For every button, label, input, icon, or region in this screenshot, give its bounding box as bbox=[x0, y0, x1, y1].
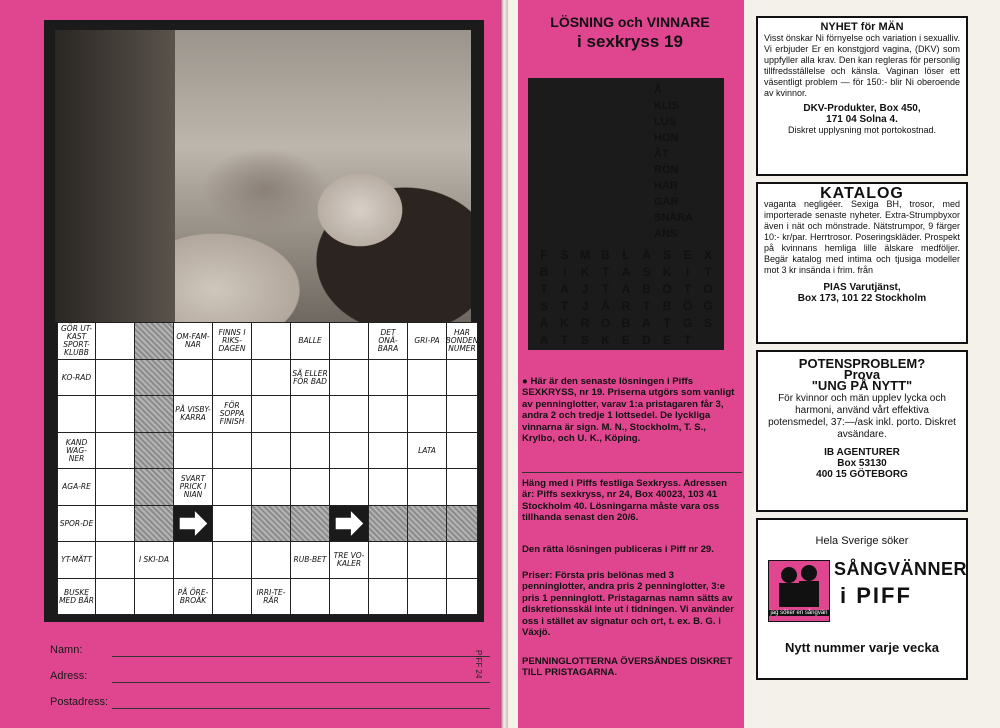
solution-letter: Ö bbox=[682, 299, 693, 313]
name-line[interactable] bbox=[112, 656, 490, 657]
postal-line[interactable] bbox=[112, 708, 490, 709]
crossword-clue: BALLE bbox=[290, 322, 330, 360]
crossword-clue: GRI-PA bbox=[407, 322, 447, 360]
crossword-cell[interactable] bbox=[290, 505, 330, 542]
crossword-cell[interactable] bbox=[407, 395, 447, 433]
arrow-right-icon bbox=[329, 505, 369, 542]
solution-letter: S bbox=[703, 316, 712, 330]
solution-letter: S bbox=[662, 248, 671, 262]
ad-nyhet-addr2: 171 04 Solna 4. bbox=[826, 114, 898, 125]
ad-sangvanner-title2: i PIFF bbox=[840, 583, 912, 608]
crossword-cell[interactable] bbox=[251, 322, 291, 360]
crossword-cell[interactable] bbox=[407, 505, 447, 542]
photo-image bbox=[55, 30, 471, 322]
solution-word: Å bbox=[654, 84, 662, 96]
name-row[interactable] bbox=[50, 638, 490, 664]
crossword-clue: LATA bbox=[407, 432, 447, 469]
ad-katalog-title: KATALOG bbox=[820, 185, 904, 202]
ad-potens-addr1: IB AGENTURER bbox=[824, 447, 900, 458]
solution-word: ÅT bbox=[654, 148, 669, 160]
solution-letter: T bbox=[601, 265, 610, 279]
solution-paragraph-3: Den rätta lösningen publiceras i Piff nr 29. bbox=[522, 544, 714, 555]
crossword-cell[interactable] bbox=[95, 468, 135, 506]
address-row[interactable] bbox=[50, 664, 490, 690]
crossword-cell[interactable] bbox=[134, 468, 174, 506]
solution-letter: A bbox=[539, 316, 549, 330]
solution-letter: J bbox=[581, 282, 589, 296]
ad-sangvanner bbox=[756, 518, 968, 680]
crossword-cell[interactable] bbox=[446, 432, 478, 469]
crossword-cell[interactable] bbox=[407, 468, 447, 506]
solution-letter: S bbox=[539, 299, 548, 313]
crossword-cell[interactable] bbox=[251, 359, 291, 396]
ad-nyhet-note: Diskret upplysning mot portokostnad. bbox=[787, 125, 937, 135]
solution-letter: I bbox=[685, 265, 690, 279]
crossword-cell[interactable] bbox=[134, 359, 174, 396]
arrow-right-icon bbox=[173, 505, 213, 542]
crossword-cell[interactable] bbox=[173, 432, 213, 469]
crossword-cell[interactable] bbox=[95, 505, 135, 542]
crossword-clue: AGA-RE bbox=[57, 468, 96, 506]
ad-sangvanner-kicker: Hela Sverige söker bbox=[815, 535, 909, 547]
crossword-cell[interactable] bbox=[446, 395, 478, 433]
crossword-cell[interactable] bbox=[329, 468, 369, 506]
crossword-cell[interactable] bbox=[134, 578, 174, 615]
crossword-clue: YT-MÄTT bbox=[57, 541, 96, 579]
crossword-clue: OM-FAM-NAR bbox=[173, 322, 213, 360]
solution-letter: A bbox=[621, 282, 631, 296]
solution-letter: E bbox=[662, 333, 671, 347]
ad-katalog-body: vaganta negligéer. Sexiga BH, trosor, med importerade senaste nyheter. Extra-Strumpbyxor även i nät och mönstrade. Nätstrumpor, 9 färger 10:- kr/par. Herrtrosor. Poseringskläder. Prospekt på kvinnans hemliga lille älskare medföljer. Begär katalog med intima och tjusiga modeller mot 3 kr insända i frim. från bbox=[764, 199, 960, 275]
ad-potens bbox=[756, 350, 968, 512]
crossword-cell[interactable] bbox=[95, 322, 135, 360]
book-spine bbox=[500, 0, 508, 728]
crossword-cell[interactable] bbox=[251, 395, 291, 433]
crossword-grid bbox=[57, 322, 477, 614]
ad-potens-addr2: Box 53130 bbox=[837, 458, 887, 469]
crossword-cell[interactable] bbox=[95, 395, 135, 433]
ad-nyhet bbox=[756, 16, 968, 176]
ad-katalog-addr2: Box 173, 101 22 Stockholm bbox=[797, 293, 927, 304]
crossword-cell[interactable] bbox=[290, 578, 330, 615]
crossword-cell[interactable] bbox=[329, 432, 369, 469]
postal-row[interactable] bbox=[50, 690, 490, 716]
postal-label: Postadress: bbox=[50, 696, 109, 708]
solution-letter: O bbox=[703, 282, 713, 296]
solution-letter: R bbox=[621, 299, 631, 313]
solution-letter: A bbox=[642, 316, 651, 330]
crossword-clue: IRRI-TE-RÄR bbox=[251, 578, 291, 615]
ad-nyhet-title: NYHET för MÄN bbox=[820, 21, 904, 33]
crossword-clue: FÖR SOPPA FINISH bbox=[212, 395, 252, 433]
crossword-cell[interactable] bbox=[329, 578, 369, 615]
solution-letter: G bbox=[703, 299, 713, 313]
solution-letter: L bbox=[622, 248, 630, 262]
crossword-clue: SPOR-DE bbox=[57, 505, 96, 542]
crossword-cell[interactable] bbox=[173, 541, 213, 579]
solution-letter: A bbox=[560, 282, 569, 296]
crossword-cell[interactable] bbox=[368, 432, 408, 469]
solution-letter: A bbox=[621, 265, 631, 279]
crossword-cell[interactable] bbox=[368, 541, 408, 579]
solution-letter: K bbox=[580, 265, 590, 279]
crossword-clue: BUSKE MED BÄR bbox=[57, 578, 96, 615]
solution-letter: T bbox=[704, 265, 712, 279]
solution-letter: K bbox=[601, 333, 610, 347]
crossword-cell[interactable] bbox=[446, 578, 478, 615]
solution-word: KLIS bbox=[654, 100, 680, 112]
solution-letter: S bbox=[642, 265, 651, 279]
solution-letter: K bbox=[560, 316, 569, 330]
crossword-cell[interactable] bbox=[368, 359, 408, 396]
crossword-clue: RUB-BET bbox=[290, 541, 330, 579]
solution-word: RÖN bbox=[654, 164, 679, 176]
crossword-clue: HAR BONDEN NUMER bbox=[446, 322, 478, 360]
sangvanner-logo-text: jag söker en sångvän bbox=[770, 610, 828, 616]
crossword-clue: GÖR UT-KAST SPORT-KLUBB bbox=[57, 322, 96, 360]
solution-letter: S bbox=[580, 333, 589, 347]
crossword-cell[interactable] bbox=[368, 395, 408, 433]
crossword-cell[interactable] bbox=[251, 505, 291, 542]
solution-word: GAR bbox=[654, 196, 679, 208]
crossword-cell[interactable] bbox=[173, 359, 213, 396]
crossword-cell[interactable] bbox=[407, 541, 447, 579]
crossword-clue: KO-RAD bbox=[57, 359, 96, 396]
crossword-cell[interactable] bbox=[329, 359, 369, 396]
crossword-cell[interactable] bbox=[212, 541, 252, 579]
photo-shadow bbox=[55, 30, 175, 322]
ad-katalog-addr1: PIAS Varutjänst, bbox=[823, 282, 901, 293]
crossword-cell[interactable] bbox=[251, 541, 291, 579]
crossword-cell[interactable] bbox=[446, 359, 478, 396]
solution-letter: T bbox=[560, 299, 569, 313]
crossword-cell[interactable] bbox=[368, 578, 408, 615]
crossword-cell[interactable] bbox=[212, 432, 252, 469]
solution-paragraph-1: ● Här är den senaste lösningen i Piffs SEXKRYSS, nr 19. Priserna utgörs som vanligt av penninglotter, varav 1:a pristagaren får 3, andra 2 och tredje 1 lottsedel. De lyckliga vinnarna är sign. M. N., Stockholm, T. S., Krylbo, och U. K., Köping. bbox=[522, 376, 735, 445]
crossword-cell[interactable] bbox=[329, 395, 369, 433]
crossword-cell[interactable] bbox=[95, 432, 135, 469]
crossword-clue: PÅ VISBY-KARRA bbox=[173, 395, 213, 433]
crossword-cell[interactable] bbox=[95, 359, 135, 396]
solution-letter: G bbox=[682, 316, 693, 330]
solution-title-line1: LÖSNING och VINNARE bbox=[550, 14, 710, 30]
solution-word: HON bbox=[654, 132, 679, 144]
sangvanner-logo bbox=[768, 560, 830, 622]
ad-potens-title1: POTENSPROBLEM? bbox=[798, 356, 926, 371]
solution-letter: T bbox=[560, 333, 569, 347]
crossword-clue: TRE VO-KALER bbox=[329, 541, 369, 579]
crossword-cell[interactable] bbox=[251, 432, 291, 469]
ad-nyhet-addr1: DKV-Produkter, Box 450, bbox=[803, 103, 921, 114]
crossword-cell[interactable] bbox=[368, 468, 408, 506]
solution-letter: E bbox=[683, 248, 692, 262]
solution-letter: K bbox=[662, 265, 672, 279]
crossword-cell[interactable] bbox=[251, 468, 291, 506]
solution-letter: X bbox=[703, 248, 712, 262]
crossword-cell[interactable] bbox=[134, 505, 174, 542]
ad-potens-title2: Prova bbox=[843, 367, 881, 382]
crossword-clue: KAND WAG-NER bbox=[57, 432, 96, 469]
crossword-cell[interactable] bbox=[134, 322, 174, 360]
solution-letter: A bbox=[539, 333, 549, 347]
ad-potens-addr3: 400 15 GÖTEBORG bbox=[816, 469, 908, 480]
solution-word: ANS bbox=[654, 228, 678, 240]
solution-letter: T bbox=[642, 299, 651, 313]
entry-form bbox=[50, 638, 490, 716]
solution-letter: T bbox=[683, 333, 692, 347]
crossword-clue: SVART PRICK I NIAN bbox=[173, 468, 213, 506]
ad-potens-body: För kvinnor och män upplev lycka och harmoni, använd vårt effektiva potensmedel, 37:—/ask inkl. porto. Diskret avsändare. bbox=[768, 393, 956, 440]
crossword-clue: FINNS I RIKS-DAGEN bbox=[212, 322, 252, 360]
solution-letter: B bbox=[601, 248, 610, 262]
name-label: Namn: bbox=[50, 644, 83, 656]
solution-word: HAR bbox=[654, 180, 678, 192]
solution-title-line2: i sexkryss 19 bbox=[577, 32, 683, 51]
solution-letter: T bbox=[683, 282, 692, 296]
ad-potens-title3: "UNG PÅ NYTT" bbox=[811, 378, 913, 393]
crossword-cells bbox=[57, 322, 477, 614]
ad-sangvanner-footer: Nytt nummer varje vecka bbox=[785, 640, 939, 655]
solution-title bbox=[530, 14, 730, 52]
crossword-cell[interactable] bbox=[95, 541, 135, 579]
solution-letter: T bbox=[663, 316, 671, 330]
crossword-cell[interactable] bbox=[212, 505, 252, 542]
crossword-cell[interactable] bbox=[329, 322, 369, 360]
solution-letter: T bbox=[540, 282, 548, 296]
crossword-cell[interactable] bbox=[134, 432, 174, 469]
divider bbox=[522, 472, 742, 473]
crossword-clue: DET ONÄ-BARA bbox=[368, 322, 408, 360]
solution-letter: S bbox=[560, 248, 569, 262]
ad-sangvanner-title1: SÅNGVÄNNER bbox=[834, 559, 968, 579]
crossword-cell[interactable] bbox=[212, 468, 252, 506]
solution-letter: D bbox=[642, 333, 651, 347]
solution-letter: Ä bbox=[601, 299, 610, 313]
crossword-cell[interactable] bbox=[446, 468, 478, 506]
ad-katalog bbox=[756, 182, 968, 344]
crossword-cell[interactable] bbox=[446, 505, 478, 542]
crossword-cell[interactable] bbox=[290, 468, 330, 506]
crossword-clue: I SKI-DA bbox=[134, 541, 174, 579]
solution-letter: T bbox=[601, 282, 610, 296]
crossword-cell[interactable] bbox=[212, 359, 252, 396]
address-label: Adress: bbox=[50, 670, 88, 682]
solution-letter: I bbox=[562, 265, 567, 279]
solution-paragraph-5: PENNINGLOTTERNA ÖVERSÄNDES DISKRET TILL PRISTAGARNA. bbox=[522, 656, 733, 679]
solution-letter: R bbox=[580, 316, 590, 330]
solution-letter: B bbox=[539, 265, 549, 279]
solution-letter: E bbox=[621, 333, 630, 347]
crossword-cell[interactable] bbox=[368, 505, 408, 542]
solution-letter: J bbox=[581, 299, 589, 313]
crossword-cell[interactable] bbox=[290, 432, 330, 469]
solution-letter: O bbox=[600, 316, 611, 330]
solution-paragraph-2: Häng med i Piffs festliga Sexkryss. Adressen är: Piffs sexkryss, nr 24, Box 40023, 103 41 Stockholm 40. Lösningarna måste vara oss tillhanda senast den 20/6. bbox=[522, 478, 727, 524]
page-number: PIFF 24 bbox=[474, 650, 483, 679]
solution-letter: F bbox=[540, 248, 548, 262]
crossword-cell[interactable] bbox=[407, 359, 447, 396]
solution-letter: B bbox=[621, 316, 631, 330]
crossword-cell[interactable] bbox=[407, 578, 447, 615]
crossword-cell[interactable] bbox=[57, 395, 96, 433]
solution-letter: B bbox=[642, 282, 651, 296]
crossword-cell[interactable] bbox=[134, 395, 174, 433]
solution-word: SNÄRA bbox=[654, 212, 694, 224]
crossword-cell[interactable] bbox=[290, 395, 330, 433]
crossword-cell[interactable] bbox=[212, 578, 252, 615]
solution-paragraph-4: Priser: Första pris belönas med 3 penninglotter, andra pris 2 penninglotter, 3:e pris 1 penninglott. Pristagarnas namn sätts av diskretionsskäl inte ut i tidningen. Vi använder oss i stället av signatur och ort, t. ex. B. G. i Växjö. bbox=[522, 570, 734, 639]
solution-word: LUS bbox=[654, 116, 676, 128]
solution-letter: Ä bbox=[642, 248, 651, 262]
solution-letter: M bbox=[580, 248, 590, 262]
crossword-clue: SÄ ELLER FÖR BAD bbox=[290, 359, 330, 396]
crossword-cell[interactable] bbox=[95, 578, 135, 615]
address-line[interactable] bbox=[112, 682, 490, 683]
silhouette-icon bbox=[769, 561, 829, 607]
crossword-clue: PÅ ÖRE-BROÄK bbox=[173, 578, 213, 615]
solution-grid bbox=[532, 82, 720, 348]
ad-nyhet-body: Visst önskar Ni förnyelse och variation i sexualliv. Vi erbjuder Er en konstgjord vagina, (DKV) som uppfyller alla krav. Den kan regleras för personlig tillfredsställelse och känsla. Vaginan löser ett väsentligt problem — för 150:- blir Ni oberoende av kvinnor. bbox=[764, 33, 960, 98]
crossword-cell[interactable] bbox=[446, 541, 478, 579]
solution-letter: B bbox=[662, 299, 672, 313]
solution-letter: Ö bbox=[662, 282, 672, 296]
